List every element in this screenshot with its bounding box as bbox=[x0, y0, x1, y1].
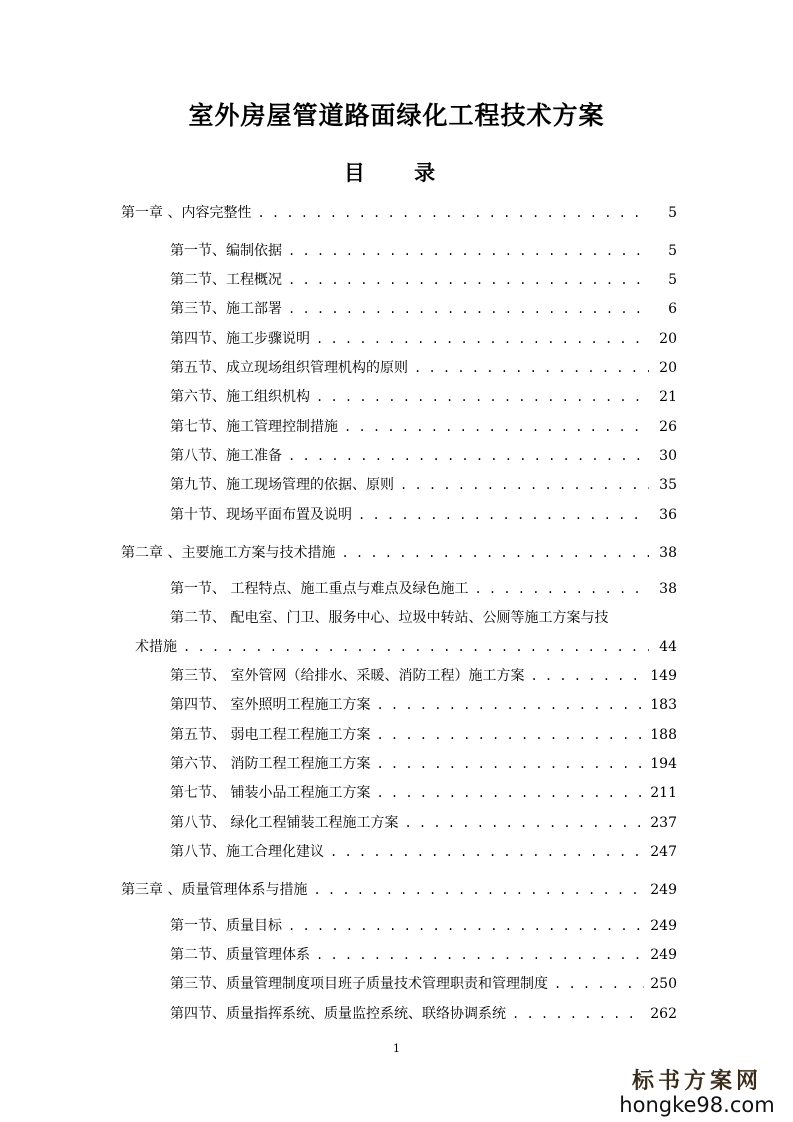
toc-page: 35 bbox=[659, 477, 677, 493]
toc-section[interactable] bbox=[170, 357, 677, 377]
toc-label: 第六节、 消防工程工程施工方案 bbox=[170, 756, 371, 772]
toc-section[interactable] bbox=[135, 636, 677, 656]
toc-page: 194 bbox=[650, 756, 677, 772]
toc-leader bbox=[404, 816, 644, 830]
toc-label: 第九节、施工现场管理的依据、原则 bbox=[170, 477, 394, 493]
toc-label: 第二章 、主要施工方案与技术措施 bbox=[121, 545, 336, 561]
toc-label: 第四节、质量指挥系统、质量监控系统、联络协调系统 bbox=[170, 1006, 506, 1022]
toc-leader bbox=[376, 757, 644, 771]
toc-page: 20 bbox=[659, 360, 677, 376]
toc-section[interactable] bbox=[170, 812, 677, 832]
toc-leader bbox=[288, 302, 649, 316]
toc-leader bbox=[344, 420, 649, 434]
toc-section[interactable] bbox=[170, 782, 677, 802]
toc-page: 38 bbox=[659, 545, 677, 561]
toc-leader bbox=[474, 582, 649, 596]
toc-label: 第一节、质量目标 bbox=[170, 918, 282, 934]
toc-section[interactable] bbox=[170, 944, 677, 964]
toc-label: 第六节、施工组织机构 bbox=[170, 389, 310, 405]
toc-label: 第五节、成立现场组织管理机构的原则 bbox=[170, 360, 408, 376]
toc-section-wrapped-line[interactable]: 第二节、 配电室、门卫、服务中心、垃圾中转站、公厕等施工方案与技 bbox=[170, 610, 609, 626]
toc-leader bbox=[288, 919, 644, 933]
document-title: 室外房屋管道路面绿化工程技术方案 bbox=[188, 101, 605, 130]
toc-page: 5 bbox=[668, 272, 677, 288]
toc-section[interactable] bbox=[170, 973, 677, 993]
toc-section[interactable] bbox=[170, 504, 677, 524]
toc-leader bbox=[257, 206, 649, 220]
toc-leader bbox=[288, 244, 649, 258]
toc-page: 5 bbox=[668, 205, 677, 221]
toc-leader bbox=[554, 977, 644, 991]
toc-section[interactable] bbox=[170, 445, 677, 465]
toc-leader bbox=[316, 332, 649, 346]
toc-label: 第三节、施工部署 bbox=[170, 301, 282, 317]
watermark-url: hongke98.com bbox=[619, 1093, 775, 1117]
toc-section[interactable] bbox=[170, 386, 677, 406]
toc-leader bbox=[414, 361, 649, 375]
toc-section[interactable] bbox=[170, 1003, 677, 1023]
toc-label: 第五节、 弱电工程工程施工方案 bbox=[170, 727, 371, 743]
toc-page: 183 bbox=[650, 697, 677, 713]
toc-label: 第三节、质量管理制度项目班子质量技术管理职责和管理制度 bbox=[170, 976, 548, 992]
toc-page: 38 bbox=[659, 581, 677, 597]
toc-leader bbox=[358, 508, 649, 522]
toc-label: 第三章 、质量管理体系与措施 bbox=[121, 882, 308, 898]
toc-label: 第八节、施工准备 bbox=[170, 448, 282, 464]
toc-page: 44 bbox=[659, 639, 677, 655]
toc-leader bbox=[376, 728, 644, 742]
toc-page: 249 bbox=[650, 882, 677, 898]
toc-page: 149 bbox=[650, 668, 677, 684]
toc-page: 211 bbox=[650, 785, 677, 801]
toc-section[interactable] bbox=[170, 665, 677, 685]
toc-label: 第八节、 绿化工程铺装工程施工方案 bbox=[170, 815, 399, 831]
toc-section[interactable] bbox=[170, 753, 677, 773]
toc-chapter-2[interactable] bbox=[121, 542, 677, 562]
toc-leader bbox=[330, 845, 644, 859]
toc-leader bbox=[316, 390, 649, 404]
toc-label: 第四节、施工步骤说明 bbox=[170, 331, 310, 347]
toc-label: 第二节、工程概况 bbox=[170, 272, 282, 288]
toc-section[interactable] bbox=[170, 694, 677, 714]
toc-leader bbox=[288, 449, 649, 463]
toc-section[interactable] bbox=[170, 724, 677, 744]
toc-section[interactable] bbox=[170, 915, 677, 935]
toc-page: 6 bbox=[668, 301, 677, 317]
toc-leader bbox=[512, 1007, 644, 1021]
toc-leader bbox=[313, 883, 644, 897]
toc-page: 20 bbox=[659, 331, 677, 347]
toc-page: 21 bbox=[659, 389, 677, 405]
toc-chapter-1[interactable] bbox=[121, 202, 677, 222]
toc-section[interactable] bbox=[170, 298, 677, 318]
toc-section[interactable] bbox=[170, 416, 677, 436]
toc-label: 第一节、编制依据 bbox=[170, 243, 282, 259]
toc-section[interactable] bbox=[170, 269, 677, 289]
toc-leader bbox=[183, 640, 649, 654]
toc-page: 5 bbox=[668, 243, 677, 259]
toc-label: 第七节、施工管理控制措施 bbox=[170, 419, 338, 435]
page-number: 1 bbox=[393, 1042, 400, 1055]
toc-page: 26 bbox=[659, 419, 677, 435]
toc-label: 第一章 、内容完整性 bbox=[121, 205, 252, 221]
toc-leader bbox=[400, 478, 649, 492]
toc-leader bbox=[288, 273, 649, 287]
toc-section[interactable] bbox=[170, 578, 677, 598]
toc-label: 术措施 bbox=[135, 639, 177, 655]
toc-leader bbox=[530, 669, 644, 683]
toc-page: 30 bbox=[659, 448, 677, 464]
toc-label: 第一节、 工程特点、施工重点与难点及绿色施工 bbox=[170, 581, 469, 597]
toc-section[interactable] bbox=[170, 328, 677, 348]
toc-label: 第七节、 铺装小品工程施工方案 bbox=[170, 785, 371, 801]
toc-label: 第三节、 室外管网（给排水、采暖、消防工程）施工方案 bbox=[170, 668, 525, 684]
toc-leader bbox=[316, 948, 644, 962]
toc-page: 249 bbox=[650, 918, 677, 934]
toc-page: 250 bbox=[650, 976, 677, 992]
toc-page: 237 bbox=[650, 815, 677, 831]
toc-label: 第四节、 室外照明工程施工方案 bbox=[170, 697, 371, 713]
toc-page: 36 bbox=[659, 507, 677, 523]
toc-label: 第八节、施工合理化建议 bbox=[170, 844, 324, 860]
toc-label: 第二节、质量管理体系 bbox=[170, 947, 310, 963]
toc-leader bbox=[376, 698, 644, 712]
toc-page: 247 bbox=[650, 844, 677, 860]
toc-label: 第十节、现场平面布置及说明 bbox=[170, 507, 352, 523]
toc-section[interactable] bbox=[170, 841, 677, 861]
toc-leader bbox=[341, 546, 649, 560]
watermark-title: 标书方案网 bbox=[631, 1068, 762, 1094]
toc-heading: 目 录 bbox=[343, 161, 450, 185]
toc-leader bbox=[376, 786, 644, 800]
toc-page: 262 bbox=[650, 1006, 677, 1022]
toc-chapter-3[interactable] bbox=[121, 879, 677, 899]
toc-page: 188 bbox=[650, 727, 677, 743]
watermark bbox=[617, 1064, 777, 1117]
toc-section[interactable] bbox=[170, 474, 677, 494]
toc-section[interactable] bbox=[170, 240, 677, 260]
toc-page: 249 bbox=[650, 947, 677, 963]
